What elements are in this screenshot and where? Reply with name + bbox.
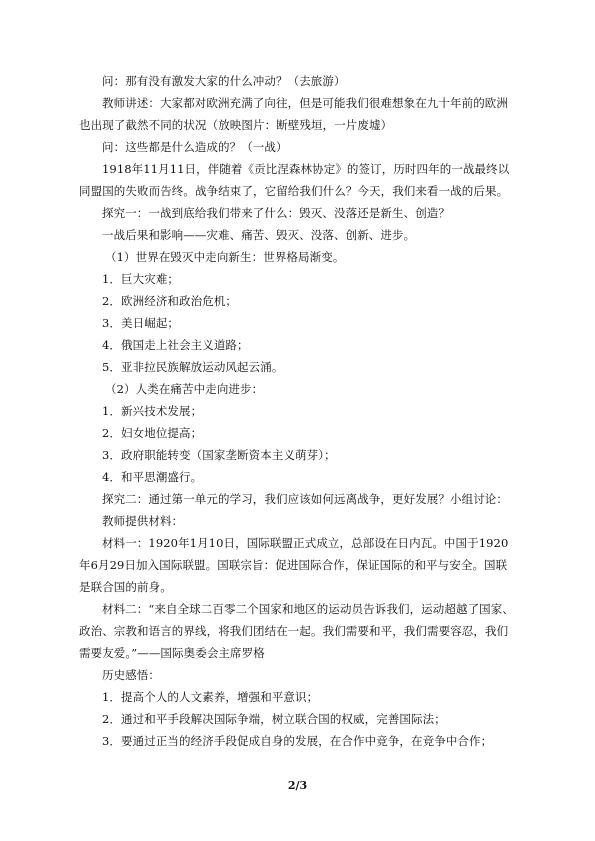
list-item: 3．政府职能转变（国家垄断资本主义萌芽）； xyxy=(102,448,336,462)
paragraph: （1）世界在毁灭中走向新生：世界格局渐变。 xyxy=(105,250,345,264)
list-item: 1．新兴技术发展； xyxy=(102,404,203,418)
list-item: 4．和平思潮盛行。 xyxy=(102,470,203,484)
paragraph: 一战后果和影响——灾难、痛苦、毁灭、没落、创新、进步。 xyxy=(102,228,416,242)
paragraph: 探究二：通过第一单元的学习，我们应该如何远离战争，更好发展？小组讨论： xyxy=(102,492,508,506)
paragraph: 教师讲述：大家都对欧洲充满了向往，但是可能我们很难想象在九十年前的欧洲也出现了截然不同的状况（放映图片：断壁残垣，一片废墟） xyxy=(79,96,508,132)
paragraph: 材料二：“来自全球二百零二个国家和地区的运动员告诉我们，运动超越了国家、政治、宗教和语言的界线，将我们团结在一起。我们需要和平，我们需要容忍，我们需要友爱。”——国际奥委会主席罗格 xyxy=(79,602,514,660)
list-item: 2．欧洲经济和政治危机； xyxy=(102,294,238,308)
page-number: 2/3 xyxy=(287,779,308,792)
list-item: 1．提高个人的人文素养，增强和平意识； xyxy=(102,690,319,704)
document-body xyxy=(79,70,517,752)
paragraph: 历史感悟： xyxy=(102,668,160,682)
list-item: 1．巨大灾难； xyxy=(102,272,180,286)
paragraph: 1918年11月11日，伴随着《贡比涅森林协定》的签订，历时四年的一战最终以同盟国的失败而告终。战争结束了，它留给我们什么？今天，我们来看一战的后果。 xyxy=(79,162,510,198)
list-item: 3．美日崛起； xyxy=(102,316,180,330)
list-item: 5．亚非拉民族解放运动风起云涌。 xyxy=(102,360,284,374)
paragraph: 问：这些都是什么造成的？（一战） xyxy=(102,140,288,154)
paragraph: 探究一：一战到底给我们带来了什么：毁灭、没落还是新生、创造？ xyxy=(102,206,450,220)
paragraph: 教师提供材料： xyxy=(102,514,184,528)
list-item: 3．要通过正当的经济手段促成自身的发展，在合作中竞争，在竞争中合作； xyxy=(102,734,493,748)
paragraph: （2）人类在痛苦中走向进步： xyxy=(105,382,264,396)
list-item: 2．妇女地位提高； xyxy=(102,426,203,440)
list-item: 2．通过和平手段解决国际争端，树立联合国的权威，完善国际法； xyxy=(102,712,446,726)
paragraph: 问：那有没有激发大家的什么冲动？（去旅游） xyxy=(102,74,346,88)
list-item: 4．俄国走上社会主义道路； xyxy=(102,338,249,352)
paragraph: 材料一：1920年1月10日，国际联盟正式成立，总部设在日内瓦。中国于1920年6月29日加入国际联盟。国联宗旨：促进国际合作，保证国际的和平与安全。国联是联合国的前身。 xyxy=(79,536,509,594)
